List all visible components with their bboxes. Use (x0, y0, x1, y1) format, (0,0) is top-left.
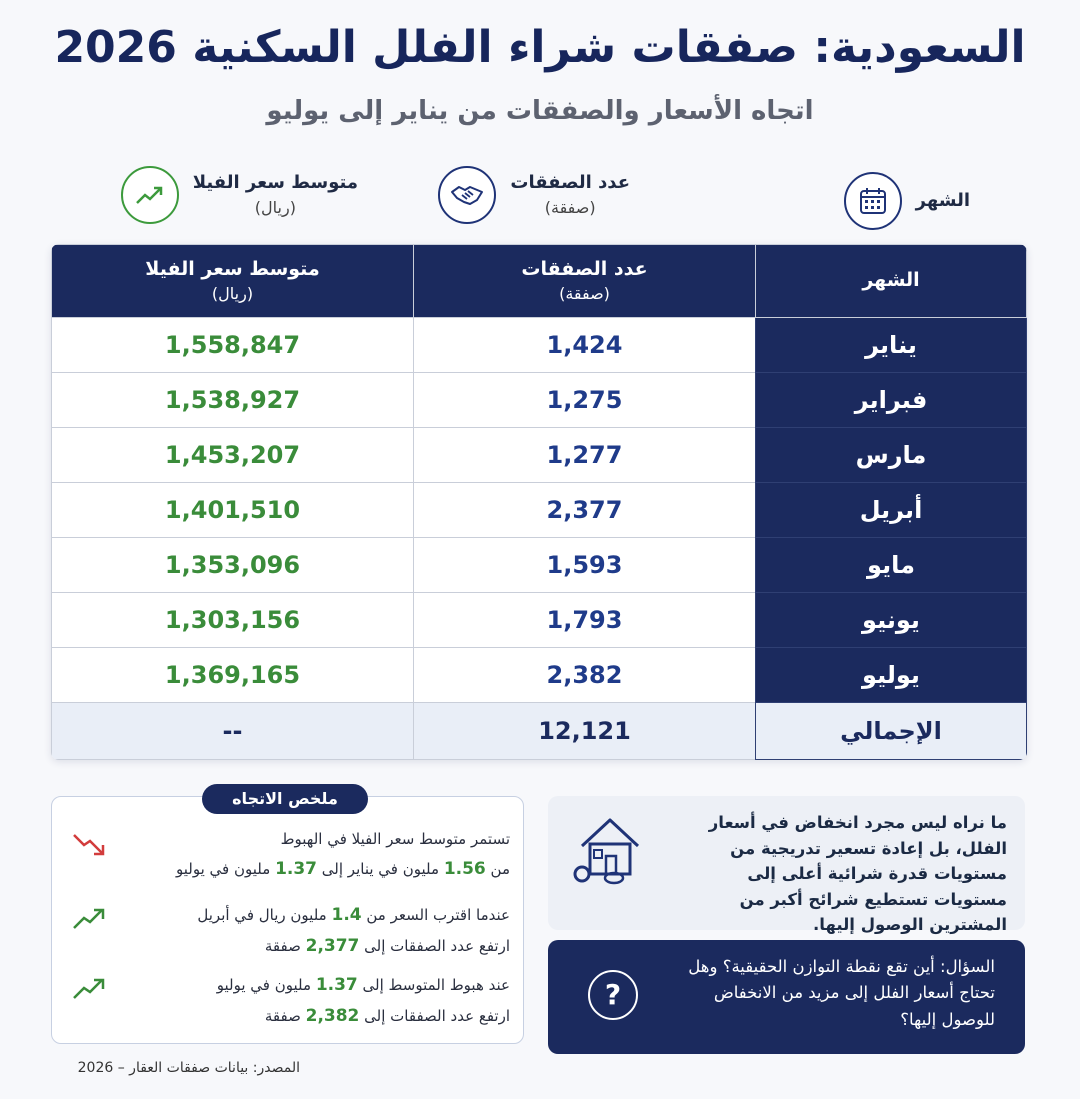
trend-down-icon (70, 832, 108, 858)
deals-table (51, 244, 1027, 760)
trend-fragment: مليون في يناير إلى (321, 859, 440, 878)
row-month: فبراير (756, 373, 1027, 428)
total-label: الإجمالي (756, 703, 1027, 760)
legend-deals-label: عدد الصفقات (510, 172, 630, 194)
row-month: يناير (756, 318, 1027, 373)
header-price-unit: (ريال) (211, 284, 254, 304)
table-row (52, 318, 1027, 373)
trend-text (118, 970, 510, 1033)
table-total-row (52, 703, 1027, 760)
trend-value: 1.37 (275, 858, 318, 879)
insight-text: ما نراه ليس مجرد انخفاض في أسعار الفلل، بل إعادة تسعير تدريجية من مستويات قدرة شرائية أعلى إلى مستويات تستطيع شرائح أكبر من المشترين الوصول إليها. (708, 813, 1007, 935)
legend-deals (438, 166, 630, 224)
legend-month (844, 172, 970, 230)
trend-item-up (70, 900, 510, 963)
table-row (52, 373, 1027, 428)
row-deals: 1,793 (414, 593, 756, 648)
question-text: السؤال: أين تقع نقطة التوازن الحقيقية؟ وهل تحتاج أسعار الفلل إلى مزيد من الانخفاض للوصول إليها؟ (688, 957, 995, 1029)
row-deals: 1,424 (414, 318, 756, 373)
header-price-label: متوسط سعر الفيلا (145, 258, 320, 281)
row-deals: 2,382 (414, 648, 756, 703)
table-row (52, 593, 1027, 648)
trend-up-icon (70, 906, 108, 932)
table-row (52, 538, 1027, 593)
question-icon: ? (588, 970, 638, 1020)
trend-fragment: مليون ريال في أبريل (197, 906, 327, 924)
table-header-row (52, 245, 1027, 318)
handshake-icon (438, 166, 496, 224)
trend-item-down (70, 826, 510, 885)
header-deals-label: عدد الصفقات (521, 258, 648, 281)
calendar-icon (844, 172, 902, 230)
trend-line (118, 1001, 510, 1032)
legend-month-label: الشهر (915, 189, 970, 211)
legend-price-label: متوسط سعر الفيلا (192, 172, 358, 194)
total-price: -- (52, 703, 414, 760)
page-subtitle: اتجاه الأسعار والصفقات من يناير إلى يوليو (266, 96, 814, 126)
trend-text (118, 826, 510, 885)
row-deals: 1,277 (414, 428, 756, 483)
table-row (52, 483, 1027, 538)
legend-price (121, 166, 358, 224)
trend-value: 1.56 (443, 858, 486, 879)
row-price: 1,538,927 (52, 373, 414, 428)
trend-fragment: صفقة (264, 937, 301, 956)
row-deals: 1,593 (414, 538, 756, 593)
trend-up-icon (121, 166, 179, 224)
trend-value: 2,377 (305, 936, 360, 957)
legend-deals-unit: (صفقة) (544, 198, 596, 218)
summary-label: ملخص الاتجاه (202, 784, 368, 814)
trend-fragment: عند هبوط المتوسط إلى (362, 976, 510, 994)
question-box (548, 940, 1025, 1054)
row-price: 1,303,156 (52, 593, 414, 648)
trend-line (118, 931, 510, 962)
header-month: الشهر (756, 245, 1027, 318)
row-price: 1,558,847 (52, 318, 414, 373)
trend-fragment: من (490, 859, 510, 878)
trend-fragment: ارتفع عدد الصفقات إلى (364, 937, 510, 956)
trend-fragment: عندما اقترب السعر من (366, 906, 510, 924)
row-price: 1,353,096 (52, 538, 414, 593)
header-deals-unit: (صفقة) (559, 284, 610, 304)
header-price (52, 245, 414, 318)
trend-value: 1.37 (315, 975, 358, 995)
trend-up-icon (70, 976, 108, 1002)
row-month: يونيو (756, 593, 1027, 648)
table-row (52, 428, 1027, 483)
trend-text (118, 900, 510, 963)
row-price: 1,453,207 (52, 428, 414, 483)
trend-item-up (70, 970, 510, 1033)
total-deals: 12,121 (414, 703, 756, 760)
trend-line: تستمر متوسط سعر الفيلا في الهبوط (280, 830, 510, 848)
row-price: 1,401,510 (52, 483, 414, 538)
trend-line (118, 900, 510, 931)
table-row (52, 648, 1027, 703)
trend-fragment: مليون في يوليو (176, 859, 271, 878)
trend-value: 2,382 (305, 1006, 360, 1027)
page-title: السعودية: صفقات شراء الفلل السكنية 2026 (54, 22, 1026, 73)
row-deals: 1,275 (414, 373, 756, 428)
trend-line (118, 854, 510, 885)
source-note: المصدر: بيانات صفقات العقار – 2026 (77, 1060, 300, 1076)
row-month: يوليو (756, 648, 1027, 703)
legend-price-unit: (ريال) (254, 198, 296, 218)
house-key-icon (570, 808, 650, 892)
row-month: أبريل (756, 483, 1027, 538)
row-deals: 2,377 (414, 483, 756, 538)
trend-value: 1.4 (331, 905, 362, 925)
trend-fragment: ارتفع عدد الصفقات إلى (364, 1007, 510, 1026)
trend-fragment: مليون في يوليو (216, 976, 312, 994)
row-price: 1,369,165 (52, 648, 414, 703)
row-month: مارس (756, 428, 1027, 483)
row-month: مايو (756, 538, 1027, 593)
trend-fragment: صفقة (264, 1007, 301, 1026)
header-deals (414, 245, 756, 318)
insight-box (548, 796, 1025, 935)
trend-line (118, 970, 510, 1001)
